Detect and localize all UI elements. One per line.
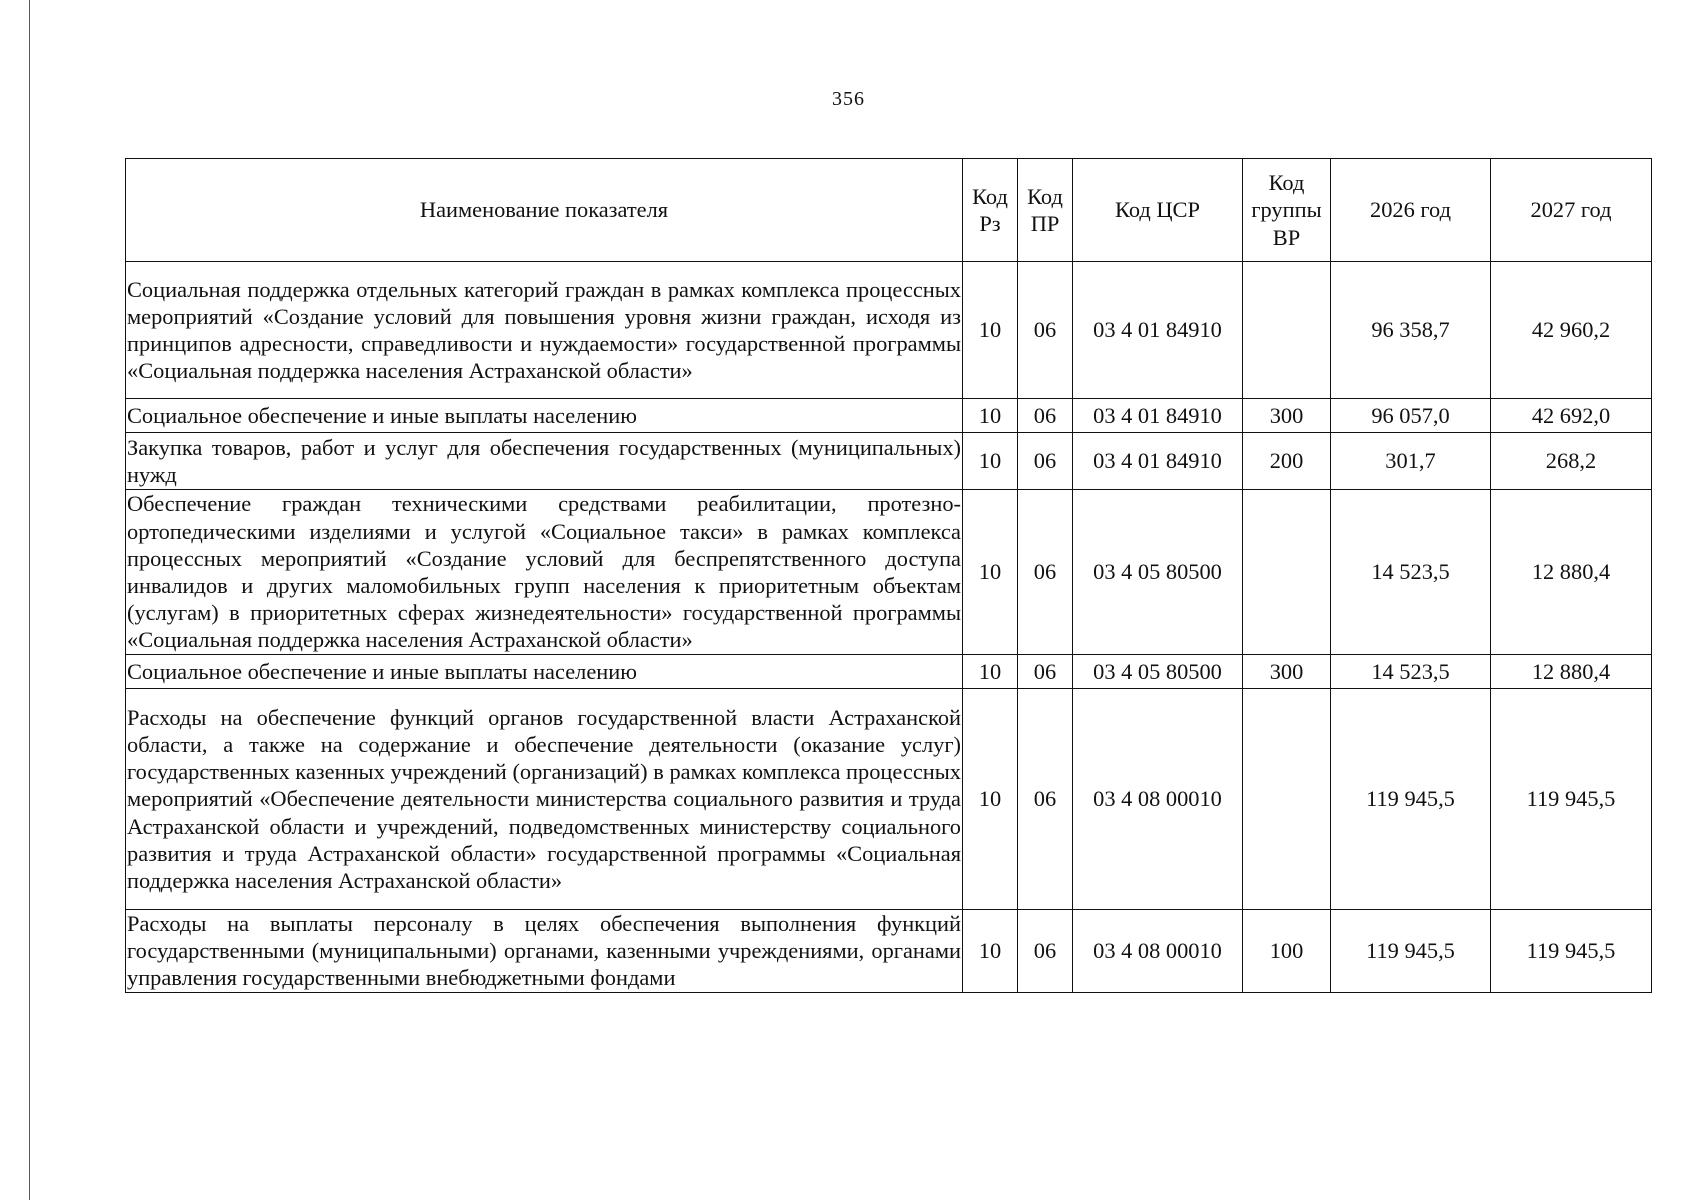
row-pr: 06 [1018, 689, 1073, 910]
row-csr: 03 4 05 80500 [1073, 655, 1243, 689]
table-header-row [126, 159, 1652, 262]
row-name: Расходы на обеспечение функций органов государственной власти Астраханской области, а также на содержание и обеспечение деятельности (оказание услуг) государственных казенных учреждений (организаций) в рамках комплекса процессных мероприятий «Обеспечение деятельности министерства социального развития и труда Астраханской области и учреждений, подведомственных министерству социального развития и труда Астраханской области» государственной программы «Социальная поддержка населения Астраханской области» [126, 689, 963, 910]
row-2026: 96 358,7 [1331, 262, 1491, 399]
row-vr [1243, 689, 1331, 910]
header-pr: Код ПР [1018, 159, 1073, 262]
row-rz: 10 [963, 262, 1018, 399]
table-row [126, 689, 1652, 910]
row-rz: 10 [963, 399, 1018, 433]
row-2027: 268,2 [1491, 433, 1652, 490]
row-name: Обеспечение граждан техническими средствами реабилитации, протезно-ортопедическими изделиями и услугой «Социальное такси» в рамках комплекса процессных мероприятий «Создание условий для беспрепятственного доступа инвалидов и других маломобильных групп населения к приоритетным объектам (услугам) в приоритетных сферах жизнедеятельности» государственной программы «Социальная поддержка населения Астраханской области» [126, 490, 963, 655]
row-pr: 06 [1018, 910, 1073, 993]
row-rz: 10 [963, 689, 1018, 910]
row-rz: 10 [963, 433, 1018, 490]
table-row [126, 490, 1652, 655]
table-row [126, 433, 1652, 490]
row-name: Социальное обеспечение и иные выплаты населению [126, 655, 963, 689]
table-row [126, 262, 1652, 399]
row-2027: 42 960,2 [1491, 262, 1652, 399]
row-pr: 06 [1018, 399, 1073, 433]
row-2026: 119 945,5 [1331, 910, 1491, 993]
row-2026: 96 057,0 [1331, 399, 1491, 433]
row-csr: 03 4 08 00010 [1073, 910, 1243, 993]
row-2026: 301,7 [1331, 433, 1491, 490]
row-vr: 100 [1243, 910, 1331, 993]
row-csr: 03 4 08 00010 [1073, 689, 1243, 910]
table-row [126, 399, 1652, 433]
row-name: Социальная поддержка отдельных категорий граждан в рамках комплекса процессных мероприятий «Создание условий для повышения уровня жизни граждан, исходя из принципов адресности, справедливости и нуждаемости» государственной программы «Социальная поддержка населения Астраханской области» [126, 262, 963, 399]
row-2027: 119 945,5 [1491, 689, 1652, 910]
row-name: Социальное обеспечение и иные выплаты населению [126, 399, 963, 433]
row-pr: 06 [1018, 655, 1073, 689]
row-pr: 06 [1018, 262, 1073, 399]
row-csr: 03 4 01 84910 [1073, 262, 1243, 399]
page-number: 356 [832, 88, 865, 110]
row-2026: 14 523,5 [1331, 490, 1491, 655]
row-vr [1243, 262, 1331, 399]
row-pr: 06 [1018, 433, 1073, 490]
row-rz: 10 [963, 655, 1018, 689]
row-2027: 12 880,4 [1491, 490, 1652, 655]
table-row [126, 910, 1652, 993]
row-2027: 119 945,5 [1491, 910, 1652, 993]
row-2027: 42 692,0 [1491, 399, 1652, 433]
budget-table [125, 158, 1652, 993]
row-name: Расходы на выплаты персоналу в целях обеспечения выполнения функций государственными (муниципальными) органами, казенными учреждениями, органами управления государственными внебюджетными фондами [127, 911, 961, 991]
row-csr: 03 4 01 84910 [1073, 399, 1243, 433]
header-name: Наименование показателя [126, 159, 963, 262]
header-2027: 2027 год [1491, 159, 1652, 262]
header-vr: Код группы ВР [1243, 159, 1331, 262]
row-2027: 12 880,4 [1491, 655, 1652, 689]
row-rz: 10 [963, 910, 1018, 993]
header-rz: Код Рз [963, 159, 1018, 262]
row-csr: 03 4 01 84910 [1073, 433, 1243, 490]
row-rz: 10 [963, 490, 1018, 655]
row-pr: 06 [1018, 490, 1073, 655]
row-vr: 300 [1243, 655, 1331, 689]
binding-margin-line [29, 0, 30, 1200]
row-vr: 200 [1243, 433, 1331, 490]
header-csr: Код ЦСР [1073, 159, 1243, 262]
table-row [126, 655, 1652, 689]
row-csr: 03 4 05 80500 [1073, 490, 1243, 655]
header-2026: 2026 год [1331, 159, 1491, 262]
row-2026: 14 523,5 [1331, 655, 1491, 689]
row-vr: 300 [1243, 399, 1331, 433]
row-vr [1243, 490, 1331, 655]
row-2026: 119 945,5 [1331, 689, 1491, 910]
row-name: Закупка товаров, работ и услуг для обеспечения государственных (муниципальных) нужд [126, 433, 963, 490]
